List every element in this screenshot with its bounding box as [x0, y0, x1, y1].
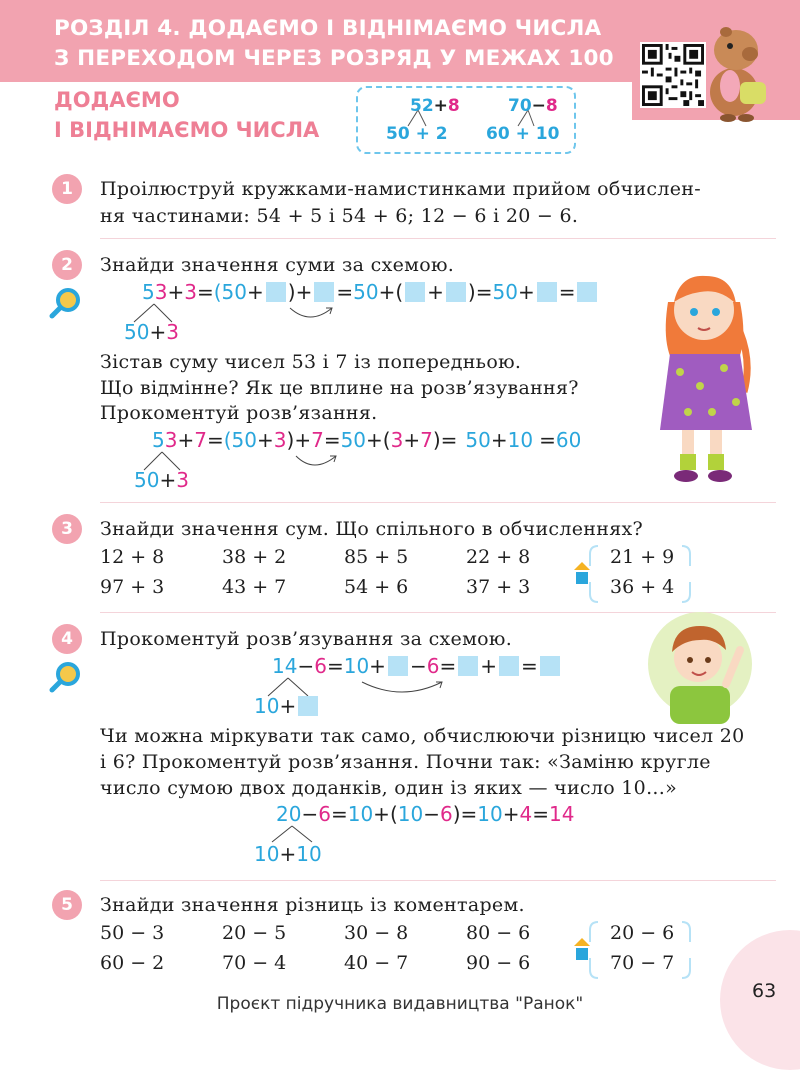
- answer-box: [499, 656, 519, 676]
- task5-expr: 20 − 6: [610, 922, 675, 944]
- task2-text-line3: Що відмінне? Як це вплине на розв’язування?: [100, 377, 579, 399]
- task5-expr: 20 − 5: [222, 922, 287, 944]
- box-a2: 70: [508, 96, 532, 116]
- task4-equation1: 14 − 6 = 10 + − 6 = + =: [272, 654, 562, 678]
- answer-box: [537, 282, 557, 302]
- answer-box: [540, 656, 560, 676]
- task-number-2: 2: [52, 250, 82, 280]
- boy-illustration-icon: [648, 604, 752, 724]
- task4-text-line3: і 6? Прокоментуй розв’язання. Почни так: «Заміню кругле: [100, 751, 711, 773]
- footer-caption: Проєкт підручника видавництва "Ранок": [216, 994, 584, 1014]
- qr-code-icon[interactable]: [640, 42, 706, 108]
- task4-text-line4: число сумою двох доданків, один із яких — число 10...»: [100, 777, 678, 799]
- task3-bracket: [572, 542, 696, 606]
- divider: [100, 502, 776, 503]
- task4-equation2: 20 − 6 = 10 + ( 10 − 6 ) = 10 + 4 = 14: [276, 802, 575, 826]
- task3-expr: 21 + 9: [610, 546, 675, 568]
- task4-split2: 10 + 10: [254, 842, 322, 866]
- answer-box: [266, 282, 286, 302]
- magnifier-icon[interactable]: [48, 286, 82, 320]
- lesson-title-line1: ДОДАЄМО: [54, 88, 180, 112]
- task4-text-line2: Чи можна міркувати так само, обчислюючи різницю чисел 20: [100, 725, 745, 747]
- divider: [100, 880, 776, 881]
- task5-expr: 30 − 8: [344, 922, 409, 944]
- task4-split1: 10 +: [254, 694, 320, 718]
- box-split1: 50 + 2: [386, 124, 448, 144]
- task1-text-line2: ня частинами: 54 + 5 і 54 + 6; 12 − 6 і 20 − 6.: [100, 205, 579, 227]
- lesson-title-line2: І ВІДНІМАЄМО ЧИСЛА: [54, 118, 320, 142]
- task4-text-line1: Прокоментуй розв’язування за схемою.: [100, 628, 513, 650]
- task5-expr: 70 − 4: [222, 952, 287, 974]
- girl-illustration-icon: [640, 262, 770, 490]
- task-number-1: 1: [52, 174, 82, 204]
- task3-expr: 54 + 6: [344, 576, 409, 598]
- box-op2: −: [531, 96, 546, 116]
- answer-box: [577, 282, 597, 302]
- task3-expr: 37 + 3: [466, 576, 531, 598]
- capybara-mascot-icon: [700, 14, 772, 122]
- task5-text-line1: Знайди значення різниць із коментарем.: [100, 894, 525, 916]
- task2-text-line4: Прокоментуй розв’язання.: [100, 402, 378, 424]
- box-b2: 8: [545, 96, 558, 116]
- task5-expr: 90 − 6: [466, 952, 531, 974]
- task-number-5: 5: [52, 890, 82, 920]
- chapter-title-line2: З ПЕРЕХОДОМ ЧЕРЕЗ РОЗРЯД У МЕЖАХ 100: [54, 46, 614, 71]
- box-b1: 8: [447, 96, 460, 116]
- task3-expr: 85 + 5: [344, 546, 409, 568]
- magnifier-icon[interactable]: [48, 660, 82, 694]
- task2-split2: 50 + 3: [134, 468, 189, 492]
- task3-expr: 12 + 8: [100, 546, 165, 568]
- task3-expr: 97 + 3: [100, 576, 165, 598]
- page-number: 63: [752, 980, 777, 1002]
- task3-expr: 36 + 4: [610, 576, 675, 598]
- answer-box: [388, 656, 408, 676]
- task-number-4: 4: [52, 624, 82, 654]
- answer-box: [446, 282, 466, 302]
- task1-text-line1: Проілюструй кружками-намистинками прийом обчислен-: [100, 178, 701, 200]
- task5-expr: 70 − 7: [610, 952, 675, 974]
- box-a1: 52: [410, 96, 434, 116]
- box-split2: 60 + 10: [486, 124, 560, 144]
- task5-expr: 60 − 2: [100, 952, 165, 974]
- task3-expr: 22 + 8: [466, 546, 531, 568]
- task2-text-line1: Знайди значення суми за схемою.: [100, 254, 455, 276]
- task5-expr: 80 − 6: [466, 922, 531, 944]
- answer-box: [314, 282, 334, 302]
- divider: [100, 238, 776, 239]
- task5-expr: 40 − 7: [344, 952, 409, 974]
- task-number-3: 3: [52, 514, 82, 544]
- task2-text-line2: Зістав суму чисел 53 і 7 із попередньою.: [100, 351, 522, 373]
- task2-split1: 50 + 3: [124, 320, 179, 344]
- box-op1: +: [433, 96, 448, 116]
- task3-expr: 38 + 2: [222, 546, 287, 568]
- task5-expr: 50 − 3: [100, 922, 165, 944]
- task2-equation2: 5 3 + 7 = (50 + 3 ) + 7 = 50 + ( 3 + 7 ) = 50 + 10 = 60: [152, 428, 582, 452]
- task2-equation1: 5 3 + 3 = (50 + ) + = 50 + ( + ) = 50 + =: [142, 280, 599, 304]
- chapter-title-line1: РОЗДІЛ 4. ДОДАЄМО І ВІДНІМАЄМО ЧИСЛА: [54, 16, 602, 41]
- task5-bracket: [572, 918, 696, 982]
- task3-text-line1: Знайди значення сум. Що спільного в обчисленнях?: [100, 518, 643, 540]
- answer-box: [405, 282, 425, 302]
- answer-box: [298, 696, 318, 716]
- task3-expr: 43 + 7: [222, 576, 287, 598]
- answer-box: [458, 656, 478, 676]
